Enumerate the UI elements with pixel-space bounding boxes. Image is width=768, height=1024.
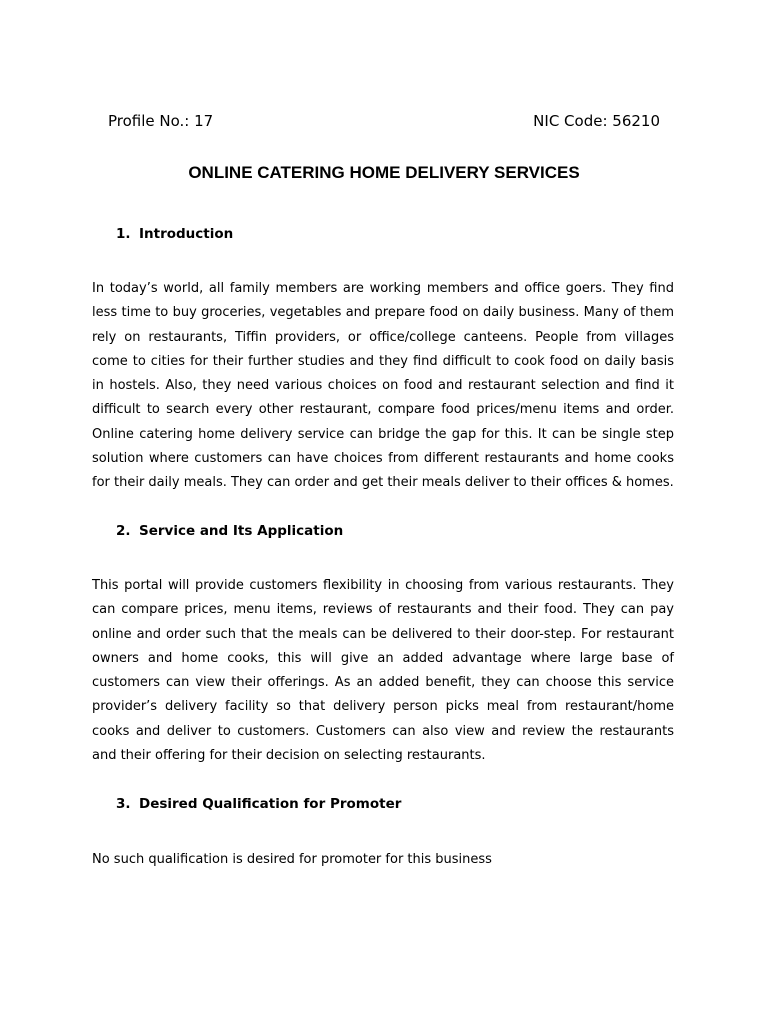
section-title: Service and Its Application [139,523,344,539]
section-number: 1. [116,226,131,242]
section-title: Desired Qualification for Promoter [139,796,402,812]
section-heading-introduction [116,224,676,244]
section-body-qualification: No such qualification is desired for promoter for this business [92,852,492,867]
section-body-service: This portal will provide customers flexibility in choosing from various restaurants. They can compare prices, menu items, reviews of restaurants and their food. They can pay online and order such that the meals can be delivered to their door-step. For restaurant owners and home cooks, this will give an added advantage where large base of customers can view their offerings. As an added benefit, they can choose this service provider’s delivery facility so that delivery person picks meal from restaurant/home cooks and deliver to customers. Customers can also view and review the restaurants and their offering for their decision on selecting restaurants. [92,578,674,764]
nic-code: NIC Code: 56210 [533,112,660,130]
section-title: Introduction [139,226,234,242]
section-body-introduction: In today’s world, all family members are working members and office goers. They find less time to buy groceries, vegetables and prepare food on daily business. Many of them rely on restaurants, Tiffin providers, or office/college canteens. People from villages come to cities for their further studies and they find difficult to cook food on daily basis in hostels. Also, they need various choices on food and restaurant selection and find it difficult to search every other restaurant, compare food prices/menu items and order. Online catering home delivery service can bridge the gap for this. It can be single step solution where customers can have choices from different restaurants and home cooks for their daily meals. They can order and get their meals deliver to their offices & homes. [92,281,674,491]
section-number: 2. [116,523,131,539]
document-title: ONLINE CATERING HOME DELIVERY SERVICES [188,163,580,182]
section-heading-qualification [116,794,676,814]
section-heading-service [116,521,676,541]
section-number: 3. [116,796,131,812]
document-header [108,110,660,132]
profile-number: Profile No.: 17 [108,112,214,130]
